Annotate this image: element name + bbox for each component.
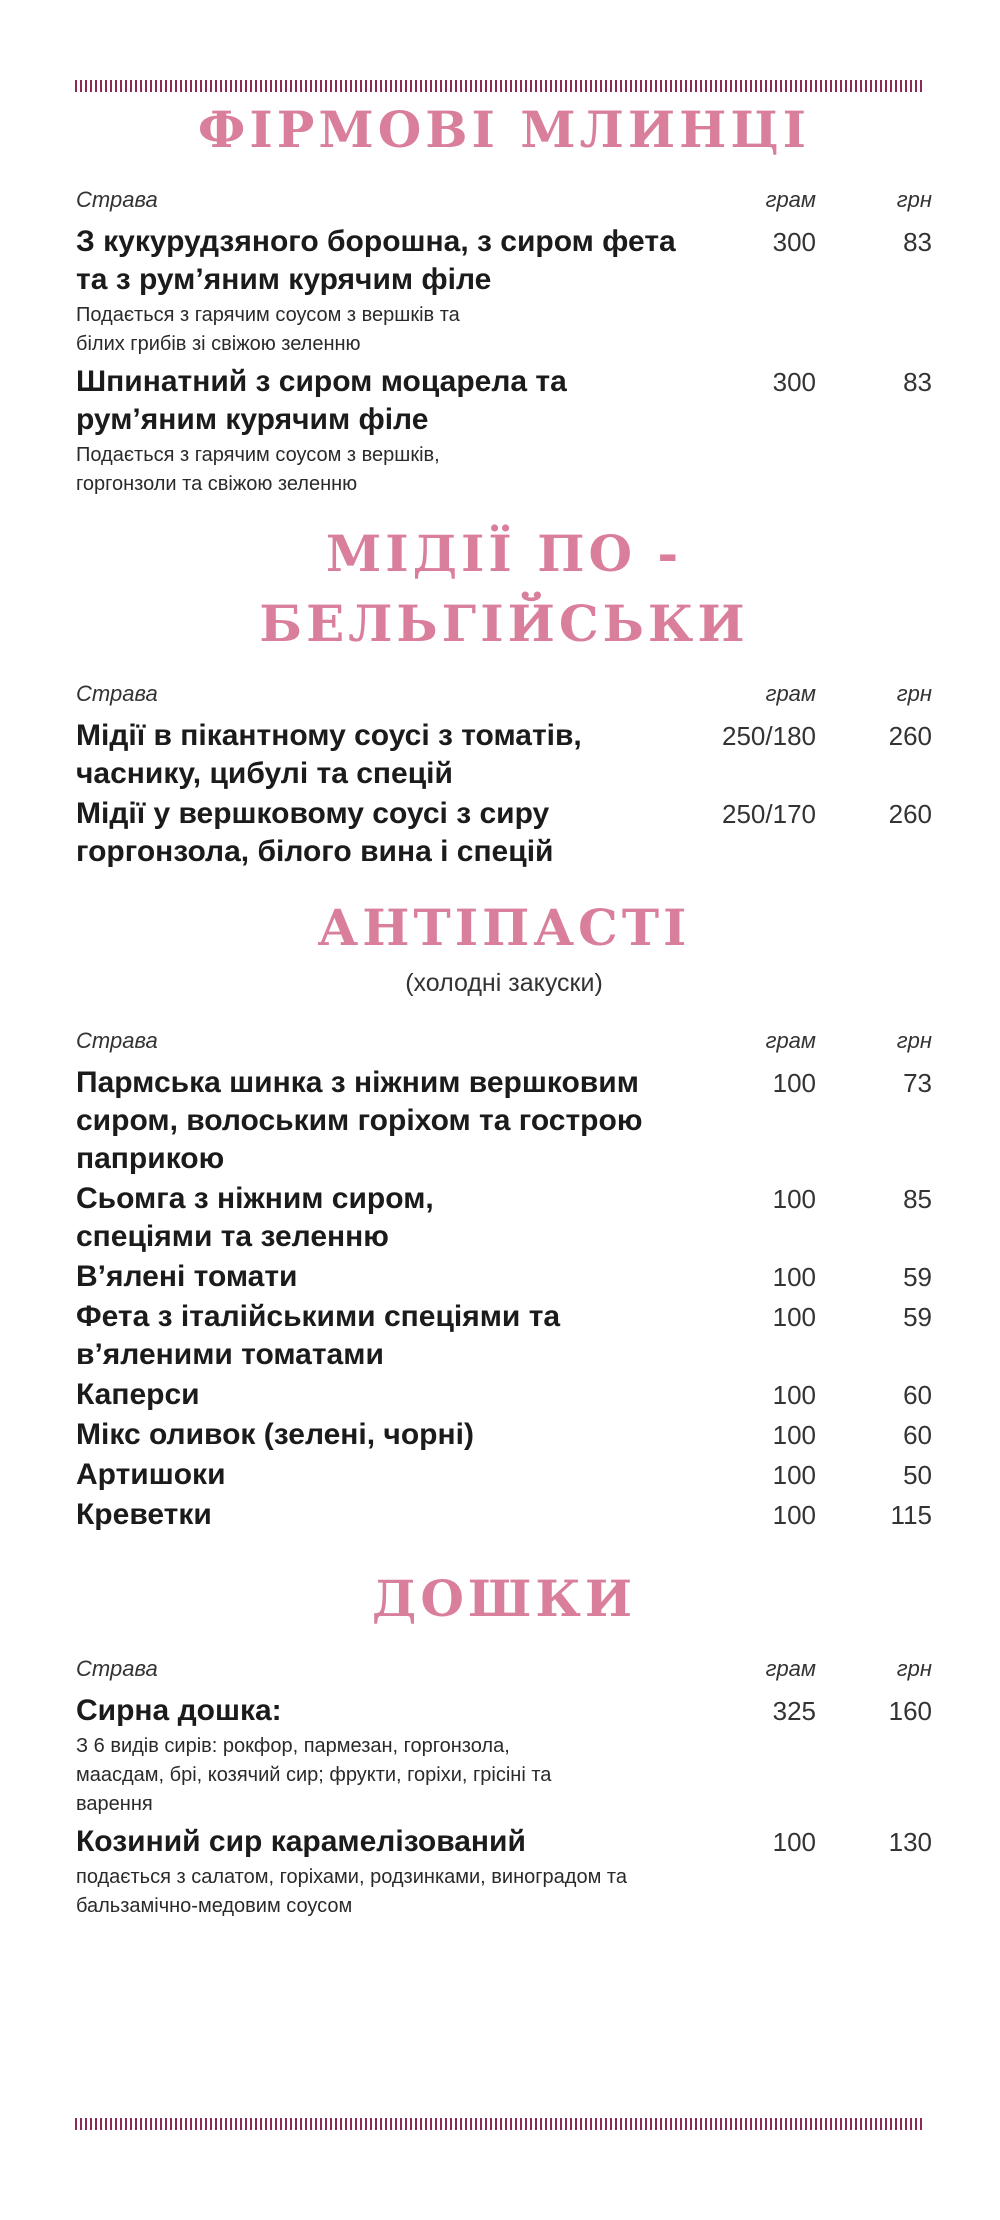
menu-item	[76, 223, 932, 359]
section-antipasti	[76, 893, 932, 1534]
item-price: 59	[903, 1302, 932, 1332]
item-name: В’ялені томати	[76, 1260, 298, 1293]
item-name: Шпинатний з сиром моцарела та рум’яним курячим філе	[76, 365, 567, 436]
column-header	[76, 187, 932, 213]
gram-header: грам	[765, 1656, 816, 1681]
item-gram: 300	[772, 227, 816, 257]
section-title: ФІРМОВІ МЛИНЦІ	[197, 100, 811, 159]
section-subtitle: (холодні закуски)	[405, 969, 603, 997]
section-boards	[76, 1564, 932, 1921]
item-description: подається з салатом, горіхами, родзинками, виноградом та бальзамічно-медовим соусом	[76, 1866, 627, 1917]
dish-header: Страва	[76, 187, 158, 212]
item-price: 60	[903, 1380, 932, 1410]
gram-header: грам	[765, 681, 816, 706]
item-price: 59	[903, 1262, 932, 1292]
menu-item	[76, 1180, 932, 1256]
item-gram: 100	[772, 1500, 816, 1530]
item-gram: 100	[772, 1380, 816, 1410]
section-mussels	[76, 519, 932, 871]
price-header: грн	[896, 1028, 932, 1053]
menu-item	[76, 717, 932, 793]
item-name: Каперси	[76, 1378, 200, 1411]
item-name: Сирна дошка:	[76, 1694, 282, 1727]
item-price: 50	[903, 1460, 932, 1490]
gram-header: грам	[765, 187, 816, 212]
item-price: 115	[890, 1500, 932, 1530]
item-gram: 100	[772, 1420, 816, 1450]
item-price: 83	[903, 367, 932, 397]
section-pancakes	[76, 95, 932, 499]
gram-header: грам	[765, 1028, 816, 1053]
item-name: Сьомга з ніжним сиром, спеціями та зеленню	[76, 1182, 434, 1253]
item-description: Подається з гарячим соусом з вершків та білих грибів зі свіжою зеленню	[76, 304, 460, 355]
item-price: 60	[903, 1420, 932, 1450]
section-title: МІДІЇ ПО - БЕЛЬГІЙСЬКИ	[259, 524, 749, 653]
menu-item	[76, 1064, 932, 1178]
price-header: грн	[896, 681, 932, 706]
dish-header: Страва	[76, 1656, 158, 1681]
item-description: Подається з гарячим соусом з вершків, горгонзоли та свіжою зеленню	[76, 444, 440, 495]
item-gram: 325	[772, 1696, 816, 1726]
section-title: ДОШКИ	[371, 1569, 637, 1628]
column-header	[76, 1656, 932, 1682]
item-name: Фета з італійськими спеціями та в’яленими томатами	[76, 1300, 561, 1371]
item-gram: 100	[772, 1827, 816, 1857]
item-name: Артишоки	[76, 1458, 226, 1491]
item-price: 260	[888, 799, 932, 829]
item-name: З кукурудзяного борошна, з сиром фета та з рум’яним курячим філе	[76, 225, 676, 296]
dish-header: Страва	[76, 681, 158, 706]
top-decorative-border	[75, 80, 925, 92]
column-header	[76, 1028, 932, 1054]
column-header	[76, 681, 932, 707]
menu-item	[76, 1258, 932, 1296]
dish-header: Страва	[76, 1028, 158, 1053]
item-price: 160	[888, 1696, 932, 1726]
menu-item	[76, 1823, 932, 1921]
item-gram: 250/170	[722, 799, 816, 829]
bottom-decorative-border	[75, 2118, 925, 2130]
item-price: 85	[903, 1184, 932, 1214]
menu-item	[76, 1376, 932, 1414]
item-description: З 6 видів сирів: рокфор, пармезан, горгонзола, маасдам, брі, козячий сир; фрукти, горіхи, грісіні та варення	[76, 1735, 552, 1815]
item-name: Креветки	[76, 1498, 212, 1531]
item-price: 260	[888, 721, 932, 751]
item-gram: 100	[772, 1262, 816, 1292]
item-gram: 100	[772, 1460, 816, 1490]
menu-item	[76, 1456, 932, 1494]
item-name: Мідії у вершковому соусі з сиру горгонзола, білого вина і спецій	[76, 797, 554, 868]
item-gram: 100	[772, 1068, 816, 1098]
menu-item	[76, 795, 932, 871]
item-gram: 100	[772, 1302, 816, 1332]
item-price: 130	[888, 1827, 932, 1857]
item-name: Мідії в пікантному соусі з томатів, часнику, цибулі та спецій	[76, 719, 582, 790]
menu-item	[76, 363, 932, 499]
menu-page	[76, 95, 932, 1921]
item-gram: 300	[772, 367, 816, 397]
menu-item	[76, 1496, 932, 1534]
item-gram: 250/180	[722, 721, 816, 751]
menu-item	[76, 1298, 932, 1374]
price-header: грн	[896, 1656, 932, 1681]
item-price: 83	[903, 227, 932, 257]
item-name: Козиний сир карамелізований	[76, 1825, 526, 1858]
section-title: АНТІПАСТІ	[317, 898, 691, 957]
menu-item	[76, 1692, 932, 1819]
item-gram: 100	[772, 1184, 816, 1214]
item-price: 73	[903, 1068, 932, 1098]
price-header: грн	[896, 187, 932, 212]
item-name: Пармська шинка з ніжним вершковим сиром, волоським горіхом та гострою паприкою	[76, 1066, 643, 1175]
item-name: Мікс оливок (зелені, чорні)	[76, 1418, 474, 1451]
menu-item	[76, 1416, 932, 1454]
